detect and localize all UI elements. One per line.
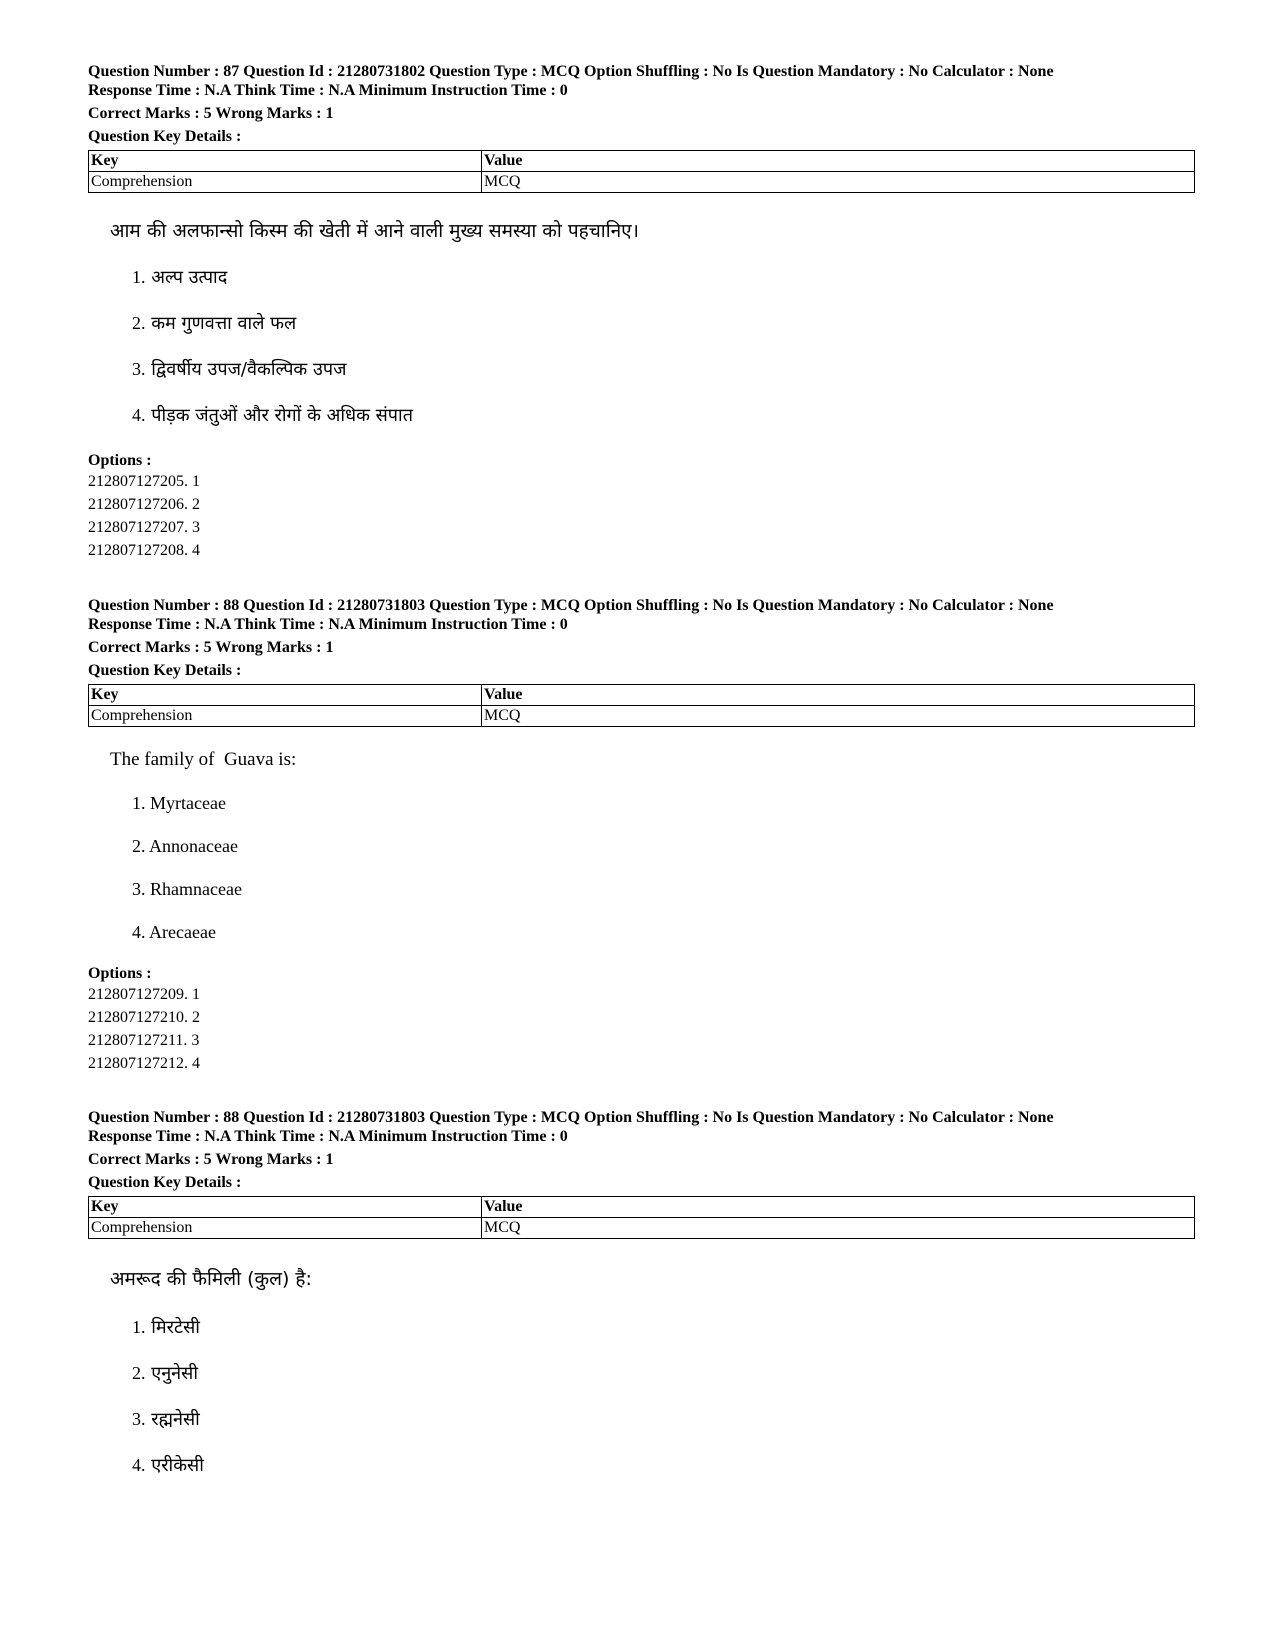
choice-number: 1. <box>132 1317 146 1337</box>
option-id: 212807127210. 2 <box>88 1009 200 1026</box>
choice-number: 2. <box>132 836 146 856</box>
choice-number: 4. <box>132 405 146 425</box>
choice-list <box>132 267 1195 425</box>
table-cell-value: MCQ <box>482 172 1195 193</box>
table-header-row <box>89 685 1195 706</box>
question-timing-line: Response Time : N.A Think Time : N.A Minimum Instruction Time : 0 <box>88 1128 568 1145</box>
choice-item <box>132 793 1195 813</box>
question-meta-line: Question Number : 88 Question Id : 21280731803 Question Type : MCQ Option Shuffling : No Is Question Mandatory : No Calculator : None <box>88 597 1054 614</box>
question-block-88-english <box>88 596 1195 1075</box>
option-id: 212807127211. 3 <box>88 1032 200 1049</box>
question-marks: Correct Marks : 5 Wrong Marks : 1 <box>88 1151 334 1168</box>
options-label: Options : <box>88 965 152 982</box>
choice-item <box>132 1409 1195 1429</box>
table-header-key: Key <box>89 1197 482 1218</box>
choice-item <box>132 1455 1195 1475</box>
question-key-table <box>88 150 1195 193</box>
choice-number: 3. <box>132 1409 146 1429</box>
table-row <box>89 706 1195 727</box>
choice-text: रह्मनेसी <box>151 1409 200 1430</box>
choice-list <box>132 793 1195 942</box>
choice-number: 2. <box>132 1363 146 1383</box>
question-block-88-hindi <box>88 1108 1195 1475</box>
option-id: 212807127206. 2 <box>88 496 200 513</box>
choice-list <box>132 1317 1195 1475</box>
question-marks: Correct Marks : 5 Wrong Marks : 1 <box>88 105 334 122</box>
question-key-details-label: Question Key Details : <box>88 662 242 679</box>
table-header-row <box>89 151 1195 172</box>
question-block-87 <box>88 62 1195 562</box>
table-cell-key: Comprehension <box>89 706 482 727</box>
question-marks: Correct Marks : 5 Wrong Marks : 1 <box>88 639 334 656</box>
choice-number: 3. <box>132 879 146 899</box>
choice-item <box>132 313 1195 333</box>
choice-item <box>132 879 1195 899</box>
option-id: 212807127209. 1 <box>88 986 200 1003</box>
choice-text: एनुनेसी <box>151 1363 198 1384</box>
options-label: Options : <box>88 452 152 469</box>
question-meta-line: Question Number : 88 Question Id : 21280731803 Question Type : MCQ Option Shuffling : No Is Question Mandatory : No Calculator : None <box>88 1109 1054 1126</box>
question-key-details-label: Question Key Details : <box>88 1174 242 1191</box>
choice-item <box>132 1317 1195 1337</box>
question-key-details-label: Question Key Details : <box>88 128 242 145</box>
choice-text: Arecaeae <box>149 922 216 942</box>
choice-number: 1. <box>132 793 146 813</box>
choice-text: Myrtaceae <box>150 793 226 813</box>
choice-number: 4. <box>132 1455 146 1475</box>
table-header-key: Key <box>89 151 482 172</box>
question-timing-line: Response Time : N.A Think Time : N.A Minimum Instruction Time : 0 <box>88 82 568 99</box>
choice-text: पीड़क जंतुओं और रोगों के अधिक संपात <box>151 405 413 426</box>
choice-text: कम गुणवत्ता वाले फल <box>151 313 297 334</box>
choice-number: 2. <box>132 313 146 333</box>
choice-number: 1. <box>132 267 146 287</box>
choice-item <box>132 836 1195 856</box>
table-cell-value: MCQ <box>482 1218 1195 1239</box>
option-id: 212807127212. 4 <box>88 1055 200 1072</box>
question-text: अमरूद की फैमिली (कुल) है: <box>110 1268 312 1290</box>
table-cell-value: MCQ <box>482 706 1195 727</box>
table-row <box>89 1218 1195 1239</box>
question-key-table <box>88 684 1195 727</box>
choice-item <box>132 359 1195 379</box>
question-text: आम की अलफान्सो किस्म की खेती में आने वाली मुख्य समस्या को पहचानिए। <box>110 220 639 242</box>
table-header-key: Key <box>89 685 482 706</box>
choice-item <box>132 405 1195 425</box>
option-id: 212807127207. 3 <box>88 519 200 536</box>
table-row <box>89 172 1195 193</box>
question-key-table <box>88 1196 1195 1239</box>
option-id: 212807127205. 1 <box>88 473 200 490</box>
table-cell-key: Comprehension <box>89 1218 482 1239</box>
choice-item <box>132 267 1195 287</box>
choice-text: द्विवर्षीय उपज/वैकल्पिक उपज <box>151 359 347 380</box>
question-meta-line: Question Number : 87 Question Id : 21280731802 Question Type : MCQ Option Shuffling : No Is Question Mandatory : No Calculator : None <box>88 63 1054 80</box>
table-header-value: Value <box>482 1197 1195 1218</box>
table-header-value: Value <box>482 685 1195 706</box>
question-text: The family of Guava is: <box>110 749 297 770</box>
choice-text: मिरटेसी <box>151 1317 200 1338</box>
choice-item <box>132 922 1195 942</box>
choice-text: एरीकेसी <box>151 1455 204 1476</box>
option-id: 212807127208. 4 <box>88 542 200 559</box>
table-header-row <box>89 1197 1195 1218</box>
table-cell-key: Comprehension <box>89 172 482 193</box>
choice-number: 3. <box>132 359 146 379</box>
choice-text: Rhamnaceae <box>150 879 242 899</box>
table-header-value: Value <box>482 151 1195 172</box>
choice-number: 4. <box>132 922 146 942</box>
choice-item <box>132 1363 1195 1383</box>
question-timing-line: Response Time : N.A Think Time : N.A Minimum Instruction Time : 0 <box>88 616 568 633</box>
choice-text: अल्प उत्पाद <box>151 267 228 288</box>
choice-text: Annonaceae <box>149 836 238 856</box>
